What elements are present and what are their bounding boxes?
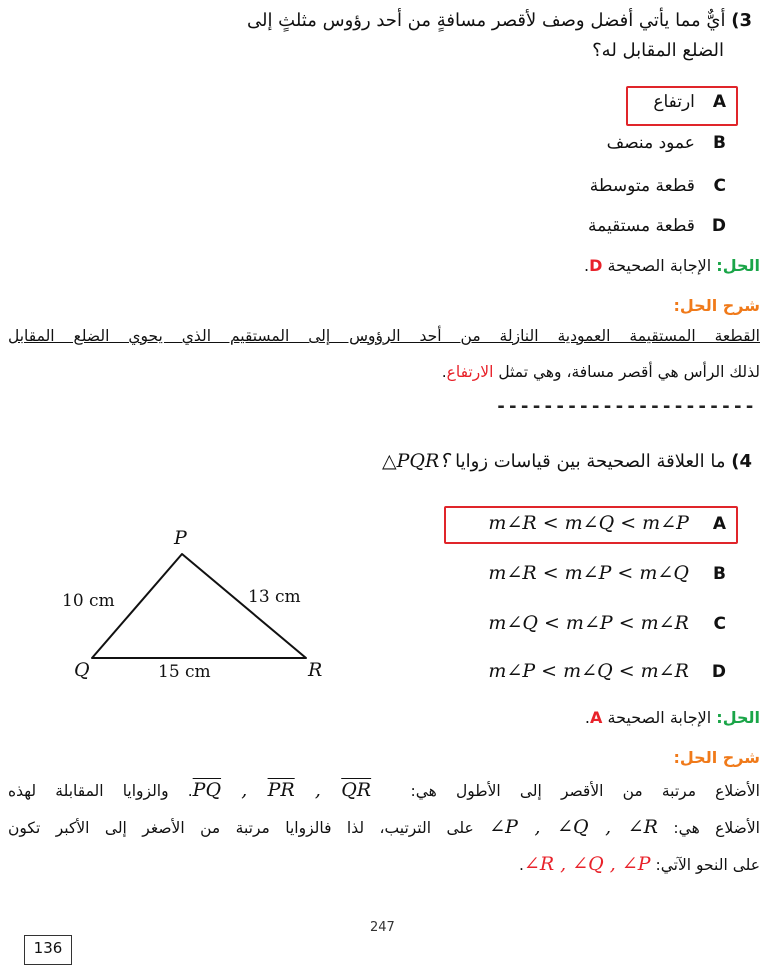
q4-option-b[interactable] [488,562,726,584]
q3-option-c-letter: C [713,176,726,196]
page-number-box [24,935,72,965]
q3-text-line1: أيٌّ مما يأتي أفضل وصف لأقصر مسافةٍ من أحد رؤوس مثلثٍ إلى [246,10,726,31]
q3-explain-line2-highlight: الارتفاع [446,363,494,381]
q3-solution-text: الإجابة الصحيحة [607,256,712,275]
q4-option-a-letter: A [712,514,726,534]
q3-option-b-text: عمود منصف [606,133,695,153]
q3-option-d-letter: D [711,216,726,236]
q4-explain-line3-a: على النحو الآتي: [655,856,760,874]
q4-option-c-text: m∠Q < m∠P < m∠R [488,612,689,634]
q3-option-b[interactable] [607,133,726,153]
q4-explain-line1-b: . والزوايا المقابلة لهذه [8,782,193,800]
q4-option-c-letter: C [713,614,726,634]
q3-solution-label: الحل: [716,256,760,275]
q4-triangle-name: △PQR؟ [382,450,450,472]
q3-explain-line1: القطعة المستقيمة العمودية النازلة من أحد الرؤوس إلى المستقيم الذي يحوي الضلع المقابل [8,327,760,345]
side-pq-label: 10 cm [62,591,115,611]
vertex-q-label: Q [74,659,90,681]
q3-option-a[interactable] [653,92,726,112]
q4-explain-angles: ∠P , ∠Q , ∠R [489,816,658,838]
q4-option-d-text: m∠P < m∠Q < m∠R [488,660,689,682]
q3-option-b-letter: B [713,133,726,153]
q3-option-d-text: قطعة مستقيمة [588,216,695,236]
side-pr-segment: $\overline{PR}$ [267,779,295,801]
q4-option-d[interactable] [488,660,726,682]
q4-explain-line2-b: على الترتيب، لذا فالزوايا مرتبة من الأصغر إلى الأكبر تكون [8,819,474,837]
vertex-r-label: R [308,659,323,681]
q3-explain-line2-a: لذلك الرأس هي أقصر مسافة، وهي تمثل [498,363,760,381]
q4-explain-line3 [8,846,760,883]
q4-explain-answer: ∠R , ∠Q , ∠P [523,853,651,875]
q3-solution: الحل: الإجابة الصحيحة D. [584,256,760,275]
q4-explain-line2 [8,809,760,846]
q4-option-b-text: m∠R < m∠P < m∠Q [488,562,689,584]
dashed-separator: ---------------------- [495,396,756,417]
triangle-pqr-figure [40,520,350,690]
page-number-box-text: 136 [33,939,63,957]
q4-explain-line1-a: الأضلاع مرتبة من الأقصر إلى الأطول هي: [410,782,760,800]
q3-explain [8,318,760,390]
q4-explain-line2-a: الأضلاع هي: [673,819,760,837]
q3-explain-label: شرح الحل: [673,296,760,315]
q4-explain-line1 [8,772,760,809]
q4-explain-line3-end: . [518,856,524,874]
q4-text: ما العلاقة الصحيحة بين قياسات زوايا [455,451,726,472]
q4-question [12,446,752,477]
q3-option-a-text: ارتفاع [653,92,695,112]
q4-option-d-letter: D [711,662,726,682]
q3-question [12,6,752,66]
q3-option-c-text: قطعة متوسطة [589,176,695,196]
q4-option-c[interactable] [488,612,726,634]
q4-solution-answer: A [590,708,603,727]
q3-number: 3) [731,10,752,31]
side-qr-label: 15 cm [158,662,211,682]
q4-option-a-text: m∠R < m∠Q < m∠P [488,512,689,534]
side-pq-segment: $\overline{PQ}$ [192,779,222,801]
side-pr-label: 13 cm [248,587,301,607]
q3-text-line2: الضلع المقابل له؟ [592,40,724,61]
q4-explain-label: شرح الحل: [673,748,760,767]
q3-option-a-letter: A [712,92,726,112]
q3-option-d[interactable] [588,216,726,236]
q3-solution-answer: D [589,256,603,275]
q4-option-a[interactable] [488,512,726,534]
q4-solution-label: الحل: [716,708,760,727]
q4-solution-text: الإجابة الصحيحة [607,708,712,727]
q4-option-b-letter: B [713,564,726,584]
side-qr-segment: $\overline{QR}$ [341,779,372,801]
vertex-p-label: P [174,527,187,549]
q4-number: 4) [731,451,752,472]
q4-explain-sides: $\overline{PQ}$ , $\overline{PR}$ , $\overline{QR}$ [192,779,372,801]
center-page-number: 247 [370,920,395,935]
q3-explain-line2-end: . [441,363,447,381]
q3-option-c[interactable] [590,176,726,196]
q4-solution: الحل: الإجابة الصحيحة A. [584,708,760,727]
q4-explain [8,772,760,883]
